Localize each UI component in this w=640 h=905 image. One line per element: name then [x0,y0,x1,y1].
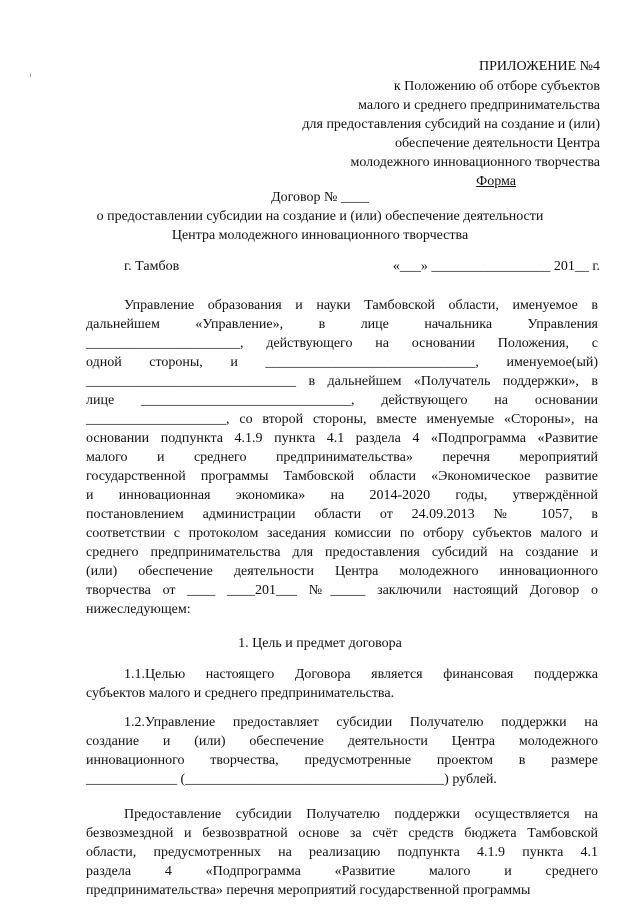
header-line: к Положению об отборе субъектов [393,79,600,94]
preamble-line: ______________________________ в дальнейшем «Получатель поддержки», в [86,374,598,389]
clause-1-2-line: инновационного творчества, предусмотренные проектом в размере [86,753,598,768]
subsidy-paragraph-line: предпринимательства» перечня мероприятий государственной программы [86,883,531,898]
preamble-line: постановлением администрации области от 24.09.2013 № 1057, в [86,507,598,522]
preamble-line: государственной программы Тамбовской области «Экономическое развитие [86,469,598,484]
preamble-line: основании подпункта 4.1.9 пункта 4.1 раздела 4 «Подпрограмма «Развитие [86,431,598,446]
header-line: для предоставления субсидий на создание и (или) [302,117,600,132]
contract-subtitle: о предоставлении субсидии на создание и (или) обеспечение деятельности [96,209,544,224]
preamble-line: среднего предпринимательства для предоставления субсидий на создание и [86,545,598,560]
section-heading: 1. Цель и предмет договора [238,636,402,651]
preamble-line: соответствии с протоколом заседания комиссии по отбору субъектов малого и [86,526,598,541]
preamble-line: дальнейшем «Управление», в лице начальника Управления [86,317,598,332]
preamble-line: лице ______________________________, действующего на основании [86,393,598,408]
form-label: Форма [476,174,516,189]
preamble-line: Управление образования и науки Тамбовской области, именуемое в [124,298,598,313]
city: г. Тамбов [124,259,180,274]
clause-1-2-line: 1.2.Управление предоставляет субсидии Получателю поддержки на [124,715,598,730]
clause-1-2-line: _____________ (_____________________________________) рублей. [86,772,497,787]
preamble-line: (или) обеспечение деятельности Центра молодежного инновационного [86,564,598,579]
preamble-line: творчества от ____ ____201___ №_____ заключили настоящий Договор о [86,583,598,598]
header-line: малого и среднего предпринимательства [358,98,600,113]
subsidy-paragraph-line: безвозмездной и безвозвратной основе за счёт средств бюджета Тамбовской [86,826,598,841]
subsidy-paragraph-line: области, предусмотренных на реализацию подпункта 4.1.9 пункта 4.1 [86,845,598,860]
clause-1-1-line: 1.1.Целью настоящего Договора является финансовая поддержка [124,667,598,682]
subsidy-paragraph-line: Предоставление субсидии Получателю поддержки осуществляется на [124,807,598,822]
preamble-line: малого и среднего предпринимательства» перечня мероприятий [86,450,598,465]
contract-date: «___» _________________ 201__ г. [392,259,600,274]
scan-artifact [30,74,31,77]
contract-subtitle: Центра молодежного инновационного творчества [171,228,469,243]
preamble-line: нижеследующем: [86,602,191,617]
header-line: молодежного инновационного творчества [350,155,600,170]
preamble-line: ______________________, действующего на основании Положения, с [86,336,598,351]
appendix-title: ПРИЛОЖЕНИЕ №4 [479,59,600,74]
clause-1-1-line: субъектов малого и среднего предпринимательства. [86,686,395,701]
subsidy-paragraph-line: раздела 4 «Подпрограмма «Развитие малого и среднего [86,864,598,879]
clause-1-2-line: создание и (или) обеспечение деятельности Центра молодежного [86,734,598,749]
header-line: обеспечение деятельности Центра [395,136,600,151]
contract-title: Договор № ____ [271,190,369,205]
preamble-line: и инновационная экономика» на 2014-2020 годы, утверждённой [86,488,598,503]
preamble-line: одной стороны, и ______________________________, именуемое(ый) [86,355,598,370]
preamble-line: ____________________, со второй стороны, вместе именуемые «Стороны», на [86,412,598,427]
